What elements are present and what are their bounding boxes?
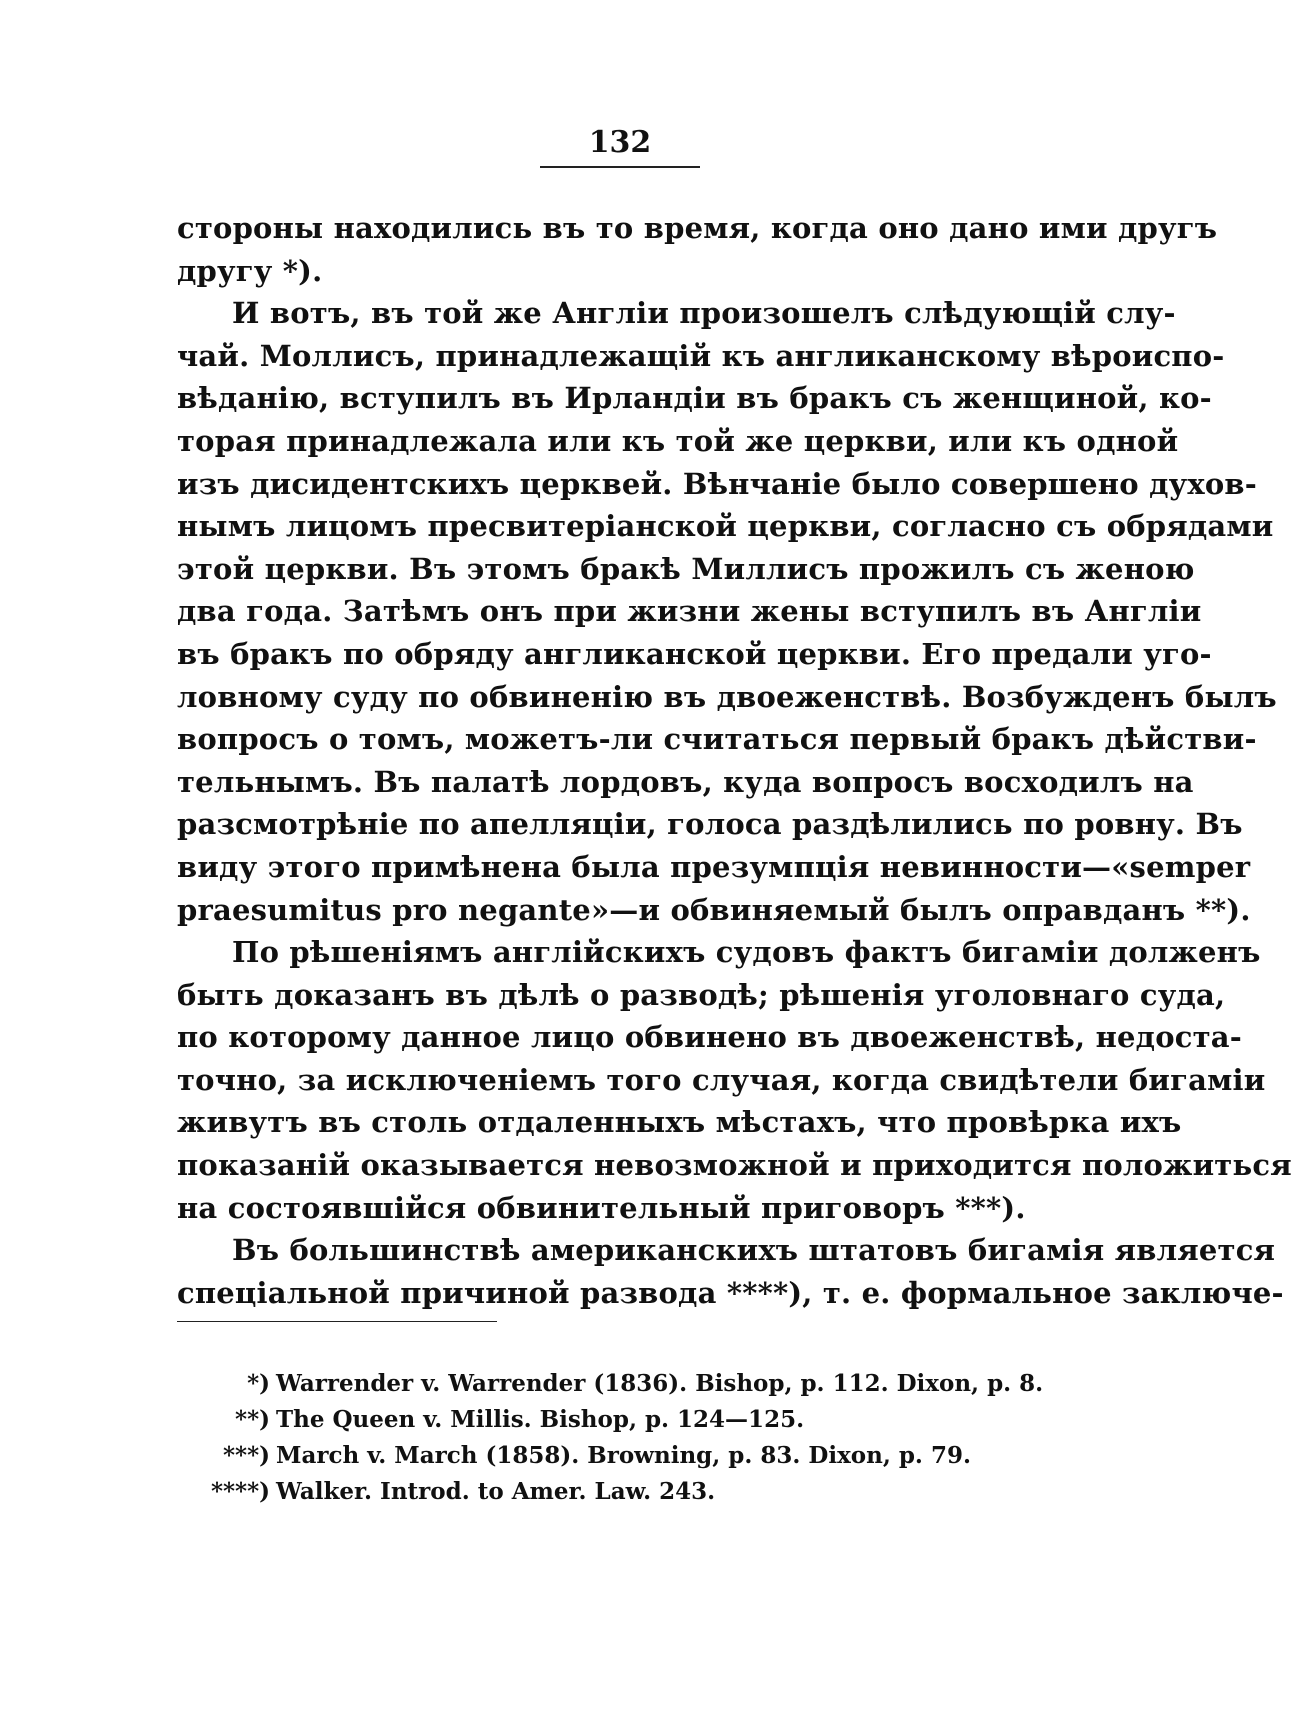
- text-line: въ бракъ по обряду англиканской церкви. Его предали уго-: [177, 636, 1212, 671]
- text-line: praesumitus pro negante»—и обвиняемый былъ оправданъ **).: [177, 892, 1251, 927]
- footnote: [190, 1474, 1060, 1510]
- text-line: И вотъ, въ той же Англіи произошелъ слѣдующій слу-: [232, 296, 1176, 331]
- text-line: точно, за исключеніемъ того случая, когда свидѣтели бигаміи: [177, 1062, 1266, 1097]
- footnote-text: March v. March (1858). Browning, p. 83. Dixon, p. 79.: [276, 1442, 971, 1469]
- text-line: По рѣшеніямъ англійскихъ судовъ фактъ бигаміи долженъ: [232, 935, 1261, 970]
- text-line: ловному суду по обвиненію въ двоеженствѣ. Возбужденъ былъ: [177, 679, 1277, 714]
- footnote-text: Warrender v. Warrender (1836). Bishop, p. 112. Dixon, p. 8.: [276, 1370, 1044, 1397]
- text-line: спеціальной причиной развода ****), т. е. формальное заключе-: [177, 1275, 1284, 1310]
- footnote-text: The Queen v. Millis. Bishop, p. 124—125.: [276, 1406, 805, 1433]
- text-line: на состоявшійся обвинительный приговоръ ***).: [177, 1190, 1026, 1225]
- footnote-mark: ****): [211, 1478, 270, 1505]
- footnotes: [190, 1366, 1060, 1510]
- text-line: Въ большинствѣ американскихъ штатовъ бигамія является: [232, 1233, 1276, 1268]
- footnote-mark: *): [247, 1370, 270, 1397]
- footnote-mark: ***): [223, 1442, 270, 1469]
- text-line: быть доказанъ въ дѣлѣ о разводѣ; рѣшенія уголовнаго суда,: [177, 977, 1226, 1012]
- footnote-rule: [177, 1321, 497, 1322]
- text-line: вопросъ о томъ, можетъ-ли считаться первый бракъ дѣйстви-: [177, 722, 1257, 757]
- text-line: торая принадлежала или къ той же церкви, или къ одной: [177, 423, 1179, 458]
- footnote-text: Walker. Introd. to Amer. Law. 243.: [276, 1478, 716, 1505]
- text-line: вѣданію, вступилъ въ Ирландіи въ бракъ съ женщиной, ко-: [177, 381, 1212, 416]
- text-line: тельнымъ. Въ палатѣ лордовъ, куда вопросъ восходилъ на: [177, 764, 1194, 799]
- footnote: [190, 1366, 1060, 1402]
- text-line: другу *).: [177, 253, 323, 288]
- footnote: [190, 1438, 1060, 1474]
- text-line: стороны находились въ то время, когда оно дано ими другъ: [177, 211, 1218, 245]
- text-line: изъ дисидентскихъ церквей. Вѣнчаніе было совершено духов-: [177, 466, 1257, 501]
- footnote: [190, 1402, 1060, 1438]
- page-number-rule: [540, 166, 700, 168]
- text-line: два года. Затѣмъ онъ при жизни жены вступилъ въ Англіи: [177, 594, 1202, 629]
- text-line: чай. Моллисъ, принадлежащій къ англиканскому вѣроиспо-: [177, 338, 1225, 373]
- text-line: разсмотрѣніе по апелляціи, голоса раздѣлились по ровну. Въ: [177, 807, 1243, 842]
- text-line: показаній оказывается невозможной и приходится положиться: [177, 1148, 1292, 1183]
- text-line: этой церкви. Въ этомъ бракѣ Миллисъ прожилъ съ женою: [177, 551, 1195, 586]
- page-number: 132: [588, 125, 652, 160]
- footnote-mark: **): [235, 1406, 270, 1433]
- main-text: [177, 207, 1292, 1314]
- text-line: нымъ лицомъ пресвитеріанской церкви, согласно съ обрядами: [177, 509, 1274, 544]
- text-line: виду этого примѣнена была презумпція невинности—«semper: [177, 849, 1251, 884]
- text-line: живутъ въ столь отдаленныхъ мѣстахъ, что провѣрка ихъ: [177, 1105, 1182, 1140]
- text-line: по которому данное лицо обвинено въ двоеженствѣ, недоста-: [177, 1020, 1242, 1055]
